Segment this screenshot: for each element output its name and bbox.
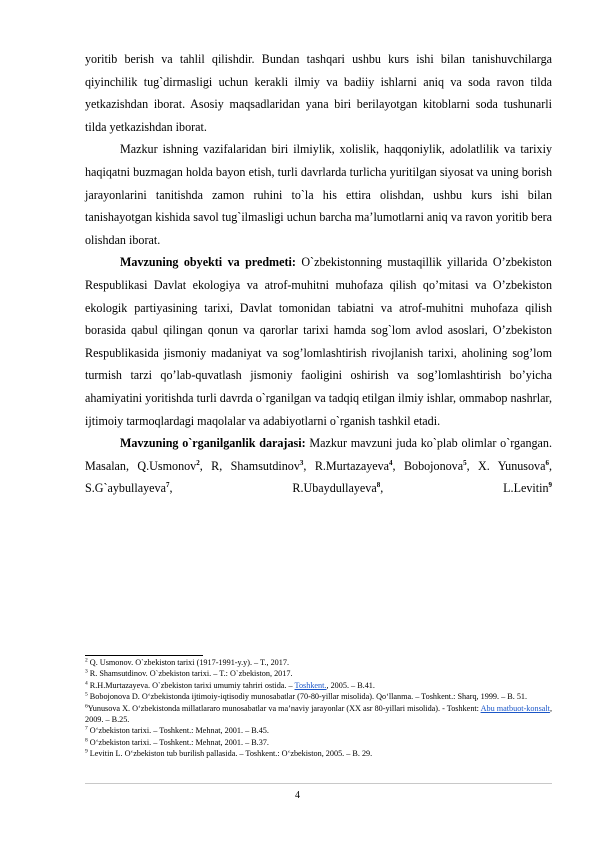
study-level-heading: Mavzuning o`rganilganlik darajasi: [120,436,306,451]
footnote-text: , 2009. – B.25. [85,703,552,725]
paragraph-object-subject [85,251,552,432]
footnote-ref[interactable]: 5 [463,458,467,467]
footnote-text: Q. Usmonov. O`zbekiston tarixi (1917-1991-y.y). – T., 2017. [87,658,289,667]
footnote-number: 3 [85,668,88,675]
footnote-number: 8 [85,737,88,744]
footnote-ref[interactable]: 2 [196,458,200,467]
footnote-number: 5 [85,691,88,698]
footnote-item [85,668,552,679]
footnote-separator [85,655,203,656]
footnote-item [85,657,552,668]
paragraph-study-level [85,432,552,500]
footnote-ref[interactable]: 9 [548,481,553,490]
cited-author-name: S.G`aybullayeva [85,481,166,496]
footnote-text: , 2005. – B.41. [326,680,375,690]
footnote-item [85,703,552,726]
cited-author-name: Shamsutdinov [230,458,300,473]
footnote-text: R.H.Murtazayeva. O`zbekiston tarixi umumiy tahriri ostida. – [87,680,295,690]
study-level-text: Mazkur mavzuni juda ko`plab olimlar o`rgangan. Masalan, [85,436,552,473]
footnote-number: 6 [85,702,88,709]
author-separator: , [392,458,404,473]
footnote-item [85,691,552,702]
cited-author-name: Q.Usmonov [137,458,197,473]
author-separator: , X. [466,458,498,473]
document-body [85,48,552,500]
footnotes [85,657,552,760]
footnote-number: 9 [85,748,88,755]
cited-author-name: Bobojonova [403,458,464,473]
object-subject-text: O`zbekistonning mustaqillik yillarida O’zbekiston Respublikasi Davlat ekologiya va atrof-muhitni muhofaza qilish qo’mitasi va O’zbekiston ekologik partiyasining tarixi, Davlat tomonidan tabiatni va atrof-muhitni muhofaza qilish borasida qabul qilingan qonun va qarorlar tarixi hamda sog`lom avlod asoslari, O’zbekiston Respublikasida jismoniy madaniyat va sog’lomlashtirish rivojlanish tarixi, aholining sog’lom turmish tarzi qo’lab-quvatlash jismoniy faoligini oshirish va sog’lomlashtirish bo’yicha ahamiyatini yoritishda turli davrda o`rganilgan va tadqiq etilgan ilmiy ishlar, ommabop nashrlar, ijtimoiy tarmoqlardagi maqolalar va adabiyotlarni o`rganish tashkil etadi. [85,255,552,428]
footnote-item [85,680,552,691]
footnote-ref[interactable]: 3 [299,458,304,467]
page-number: 4 [295,790,300,801]
footnote-item [85,725,552,736]
author-list [85,459,552,496]
cited-author-name: Yunusova [497,458,546,473]
footnote-link[interactable]: Abu matbuot-konsalt [480,703,550,713]
author-separator: , [169,481,293,496]
cited-author-name: L.Levitin [503,481,549,496]
footnote-text: Bobojonova D. O‘zbekistonda ijtimoiy-iqtisodiy munosabatlar (70-80-yillar misolida). Qo‘llanma. – Toshkent.: Sharq, 1999. – B. 51. [87,692,528,702]
footnote-ref[interactable]: 7 [165,481,170,490]
cited-author-name: R.Murtazayeva [314,458,390,473]
author-separator: , R, [199,458,231,473]
footnote-text: Levitin L. O‘zbekiston tub burilish pallasida. – Toshkent.: O‘zbekiston, 2005. – B. 29. [87,749,373,759]
footnote-item [85,748,552,759]
author-separator: , [380,481,504,496]
author-separator: , [303,458,315,473]
footnote-number: 2 [85,657,88,664]
object-subject-heading: Mavzuning obyekti va predmeti: [120,255,296,270]
footnote-link[interactable]: Toshkent. [294,680,327,690]
footnote-text: Yunusova X. O‘zbekistonda millatlararo munosabatlar va ma’naviy jarayonlar (XX asr 80-yillari misolida). - Toshkent: [87,703,481,713]
footnote-number: 7 [85,725,88,732]
footnote-text: R. Shamsutdinov. O`zbekiston tarixi. – T.: O`zbekiston, 2017. [87,669,293,679]
footnote-item [85,737,552,748]
paragraph-tasks: Mazkur ishning vazifalaridan biri ilmiylik, xolislik, haqqoniylik, adolatlilik va tarixiy haqiqatni buzmagan holda bayon etish, turli davrlarda turlicha yuritilgan siyosat va uning borish jarayonlarini tanitishda zamon ruhini to`la his ettira olishdan, ushbu kurs ishi bilan tanishayotgan kishida savol tug`ilmasligi uchun barcha ma’lumotlarni aniq va ravon yoritib bera olishdan iborat. [85,142,552,247]
page-bottom-rule [85,783,552,784]
footnote-text: O‘zbekiston tarixi. – Toshkent.: Mehnat, 2001. – B.45. [87,726,269,736]
cited-author-name: R.Ubaydullayeva [292,481,377,496]
footnote-ref[interactable]: 4 [389,458,393,467]
paragraph-intro-continuation: yoritib berish va tahlil qilishdir. Bundan tashqari ushbu kurs ishi bilan tanishuvchilarga qiyinchilik tug`dirmasligi uchun kerakli ilmiy va badiiy ishlarni aniq va soda ravon tilda yetkazishdan iborat. Asosiy maqsadlaridan yana biri berilayotgan kitoblarni soda tushunarli tilda yetkazishdan iborat. [85,52,552,134]
footnote-ref[interactable]: 8 [376,481,381,490]
footnote-ref[interactable]: 6 [545,458,549,467]
author-separator: , [548,458,552,473]
footnote-number: 4 [85,680,88,687]
footnote-text: O‘zbekiston tarixi. – Toshkent.: Mehnat, 2001. – B.37. [87,737,269,747]
